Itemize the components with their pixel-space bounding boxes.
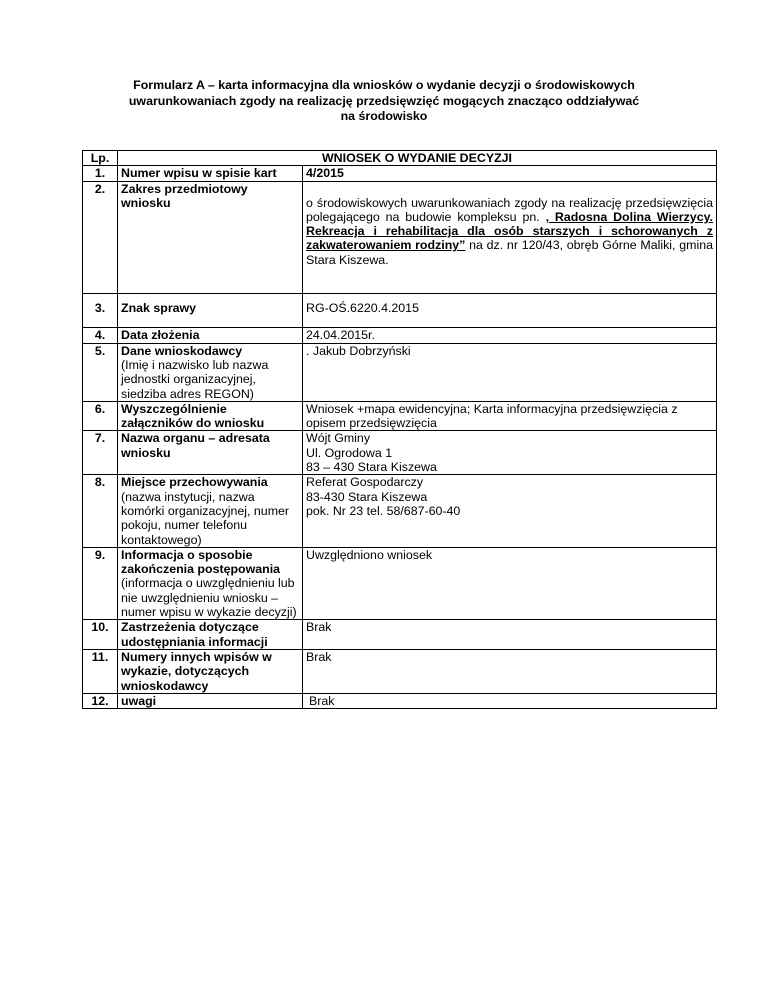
table-row — [83, 328, 717, 343]
row-value: . Jakub Dobrzyński — [303, 343, 717, 401]
scope-text-pre: o środowiskowych uwarunkowaniach zgody na realizację przedsięwzięcia polegającego na budowie kompleksu pn. — [306, 195, 713, 224]
row-label: Numer wpisu w spisie kart — [118, 166, 303, 181]
value-line: 83-430 Stara Kiszewa — [306, 489, 428, 504]
table-row — [83, 547, 717, 619]
row-value: Brak — [303, 620, 717, 650]
value-line: pok. Nr 23 tel. 58/687-60-40 — [306, 503, 461, 518]
table-row — [83, 401, 717, 431]
document-title — [100, 78, 668, 125]
row-number: 9. — [83, 547, 118, 619]
value-line: 83 – 430 Stara Kiszewa — [306, 460, 437, 475]
row-label: uwagi — [118, 693, 303, 708]
row-number: 2. — [83, 181, 118, 293]
table-row — [83, 431, 717, 475]
row-number: 5. — [83, 343, 118, 401]
row-number: 8. — [83, 475, 118, 547]
project-name: , Radosna Dolina Wierzycy. Rekreacja i rehabilitacja dla osób starszych i schorowanych z zakwaterowaniem rodziny” — [306, 209, 713, 253]
row-value: 4/2015 — [303, 166, 717, 181]
title-line-2: uwarunkowaniach zgody na realizację przedsięwzięć mogących znacząco oddziaływać — [128, 93, 640, 108]
lp-header: Lp. — [83, 151, 118, 166]
row-value: Wniosek +mapa ewidencyjna; Karta informacyjna przedsięwzięcia z opisem przedsięwzięcia — [303, 401, 717, 431]
row-label-hint: (nazwa instytucji, nazwa komórki organizacyjnej, numer pokoju, numer telefonu kontaktowego) — [121, 489, 290, 547]
row-number: 1. — [83, 166, 118, 181]
row-label-title: Dane wnioskodawcy — [121, 343, 243, 358]
row-label-title: Miejsce przechowywania — [121, 475, 268, 490]
row-label: Nazwa organu – adresata wniosku — [118, 431, 303, 475]
row-label — [118, 343, 303, 401]
table-row — [83, 343, 717, 401]
title-line-3: na środowisko — [340, 109, 428, 124]
row-value: Brak — [303, 693, 717, 708]
row-number: 10. — [83, 620, 118, 650]
row-label: Zakres przedmiotowy wniosku — [118, 181, 303, 293]
row-value: Uwzględniono wniosek — [303, 547, 717, 619]
row-label-hint: (Imię i nazwisko lub nazwa jednostki organizacyjnej, siedziba adres REGON) — [121, 357, 269, 401]
table-row — [83, 294, 717, 328]
header-row — [83, 151, 717, 166]
value-line: Referat Gospodarczy — [306, 475, 424, 490]
table-row — [83, 693, 717, 708]
row-number: 6. — [83, 401, 118, 431]
row-label-title: Informacja o sposobie zakończenia postępowania — [121, 547, 281, 577]
value-line: Wójt Gminy — [306, 431, 371, 446]
row-number: 4. — [83, 328, 118, 343]
table-row — [83, 649, 717, 693]
row-label: Data złożenia — [118, 328, 303, 343]
row-value — [303, 431, 717, 475]
scope-text-post: na dz. nr 120/43, obręb Górne Maliki, gmina Stara Kiszewa. — [306, 238, 713, 267]
row-label — [118, 547, 303, 619]
row-label: Zastrzeżenia dotyczące udostępniania informacji — [118, 620, 303, 650]
row-label: Wyszczególnienie załączników do wniosku — [118, 401, 303, 431]
row-value: 24.04.2015r. — [303, 328, 717, 343]
table-row — [83, 475, 717, 547]
value-line: Ul. Ogrodowa 1 — [306, 445, 393, 460]
application-card-table — [82, 150, 717, 709]
row-number: 12. — [83, 693, 118, 708]
table-row — [83, 181, 717, 293]
row-value: RG-OŚ.6220.4.2015 — [303, 294, 717, 328]
row-label: Numery innych wpisów w wykazie, dotyczących wnioskodawcy — [118, 649, 303, 693]
row-number: 3. — [83, 294, 118, 328]
table-row — [83, 166, 717, 181]
table-row — [83, 620, 717, 650]
row-label — [118, 475, 303, 547]
row-number: 11. — [83, 649, 118, 693]
title-line-1: Formularz A – karta informacyjna dla wniosków o wydanie decyzji o środowiskowych — [133, 78, 635, 92]
row-label: Znak sprawy — [118, 294, 303, 328]
section-header: WNIOSEK O WYDANIE DECYZJI — [118, 151, 717, 166]
row-label-hint: (informacja o uwzględnieniu lub nie uwzględnieniu wniosku – numer wpisu w wykazie decyzji) — [121, 576, 297, 620]
row-number: 7. — [83, 431, 118, 475]
row-value: Brak — [303, 649, 717, 693]
row-value — [303, 475, 717, 547]
row-value — [303, 181, 717, 293]
